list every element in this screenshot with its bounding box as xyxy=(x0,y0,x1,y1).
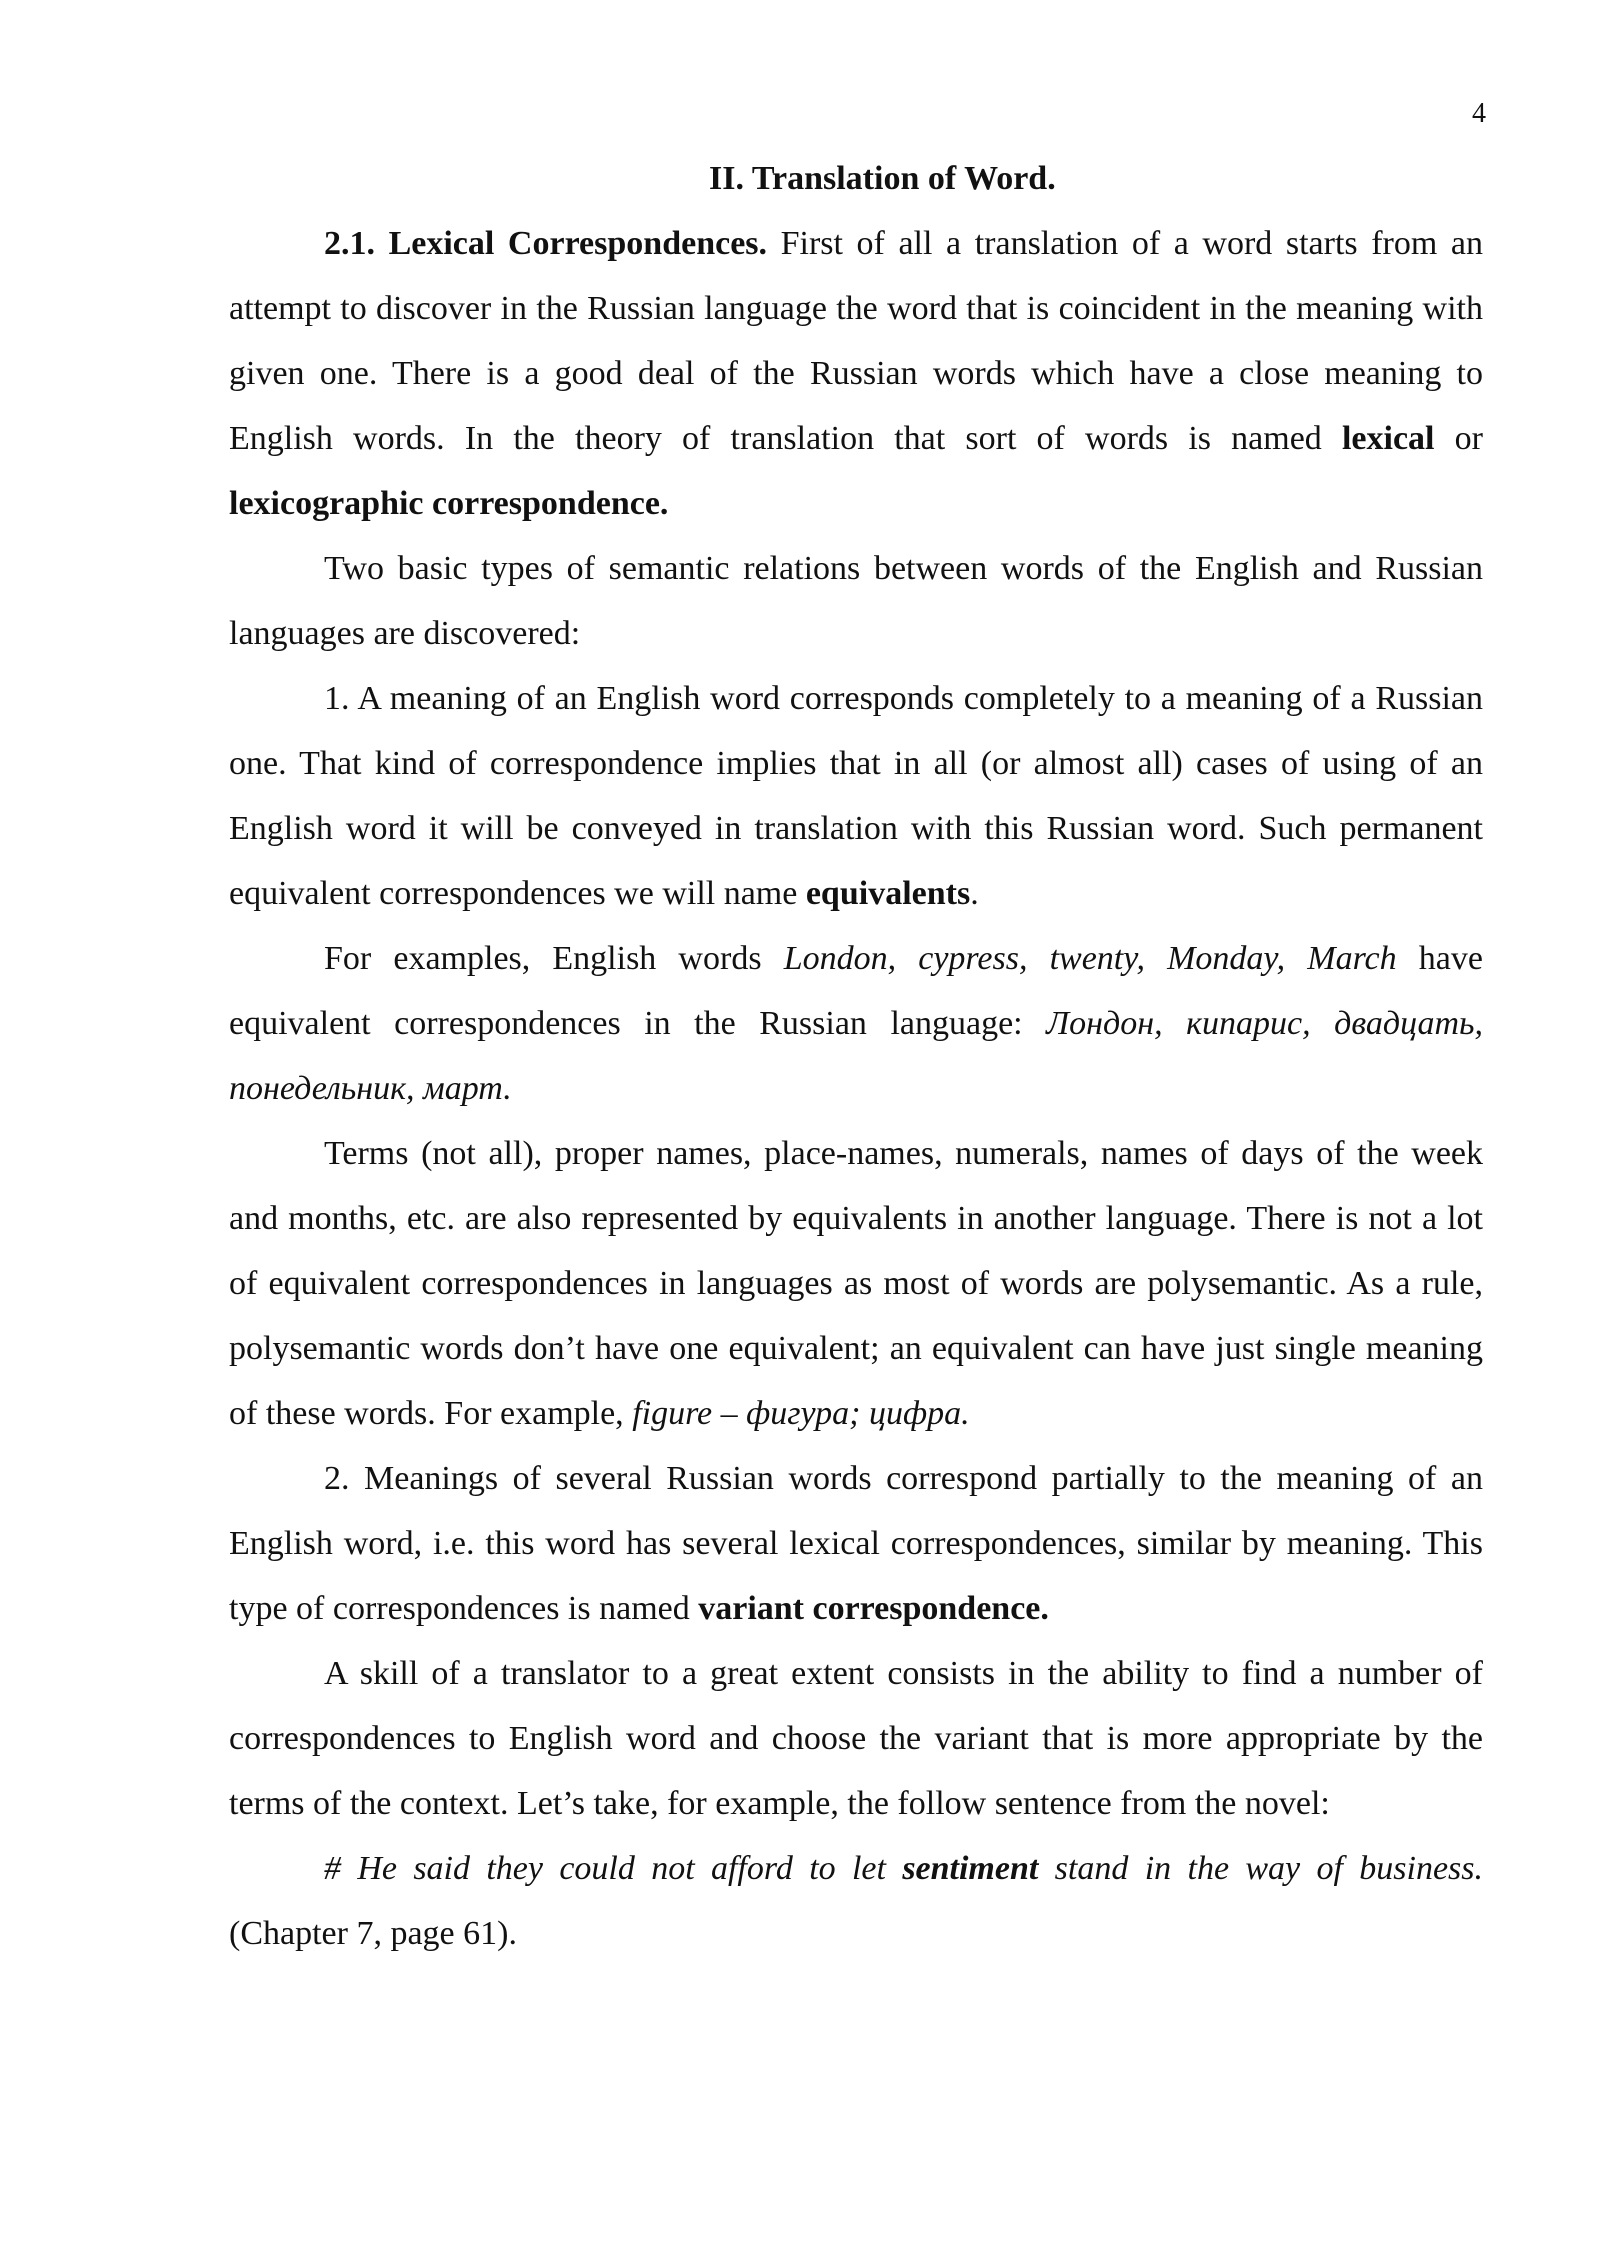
term-lexicographic-correspondence: lexicographic correspondence. xyxy=(229,485,669,522)
section-title: II. Translation of Word. xyxy=(709,160,1056,197)
quote-end: stand in the way of business. xyxy=(1038,1850,1484,1887)
term-variant-correspondence: variant correspondence. xyxy=(698,1590,1049,1627)
document-body xyxy=(229,146,1483,1966)
paragraph-text: First of all a translation of a word starts from an attempt to discover in the Russian language the word that is coincident in the meaning with given one. There is a good deal of the Russian words which have a close meaning to English words. In the theory of translation that sort of words is named xyxy=(229,225,1483,457)
quote-reference: (Chapter 7, page 61). xyxy=(229,1915,517,1952)
paragraph-lexical-correspondences xyxy=(229,211,1483,536)
paragraph-translator-skill: A skill of a translator to a great extent consists in the ability to find a number of correspondences to English word and choose the variant that is more appropriate by the terms of the context. Let’s take, for example, the follow sentence from the novel: xyxy=(229,1655,1483,1822)
paragraph-quote xyxy=(229,1836,1483,1966)
english-example-words: London, cypress, twenty, Monday, March xyxy=(783,940,1397,977)
paragraph-text: 2. Meanings of several Russian words correspond partially to the meaning of an English word, i.e. this word has several lexical correspondences, similar by meaning. This type of correspondences is named xyxy=(229,1460,1483,1627)
paragraph-examples xyxy=(229,926,1483,1121)
paragraph-type-one xyxy=(229,666,1483,926)
quote-text xyxy=(324,1850,1483,1887)
term-sentiment: sentiment xyxy=(902,1850,1039,1887)
paragraph-text: Terms (not all), proper names, place-names, numerals, names of days of the week and months, etc. are also represented by equivalents in another language. There is not a lot of equivalent correspondences in languages as most of words are polysemantic. As a rule, polysemantic words don’t have one equivalent; an equivalent can have just single meaning of these words. For example, xyxy=(229,1135,1483,1432)
punctuation: . xyxy=(970,875,979,912)
term-equivalents: equivalents xyxy=(805,875,971,912)
paragraph-text: 1. A meaning of an English word corresponds completely to a meaning of a Russian one. That kind of correspondence implies that in all (or almost all) cases of using of an English word it will be conveyed in translation with this Russian word. Such permanent equivalent correspondences we will name xyxy=(229,680,1483,912)
paragraph-text: have equivalent correspondences in the Russian language: xyxy=(229,940,1483,1042)
subsection-title: 2.1. Lexical Correspondences. xyxy=(324,225,768,262)
quote-start: # He said they could not afford to let xyxy=(324,1850,903,1887)
paragraph-semantic-relations: Two basic types of semantic relations between words of the English and Russian languages are discovered: xyxy=(229,550,1483,652)
page-number: 4 xyxy=(1472,98,1486,129)
term-lexical: lexical xyxy=(1341,420,1435,457)
conjunction-text: or xyxy=(1434,420,1484,457)
russian-example-words: Лондон, кипарис, двадцать, понедельник, март. xyxy=(229,1005,1484,1107)
paragraph-type-two xyxy=(229,1446,1483,1641)
figure-example: figure – фигура; цифра. xyxy=(632,1395,970,1432)
paragraph-text: For examples, English words xyxy=(324,940,784,977)
paragraph-terms xyxy=(229,1121,1483,1446)
